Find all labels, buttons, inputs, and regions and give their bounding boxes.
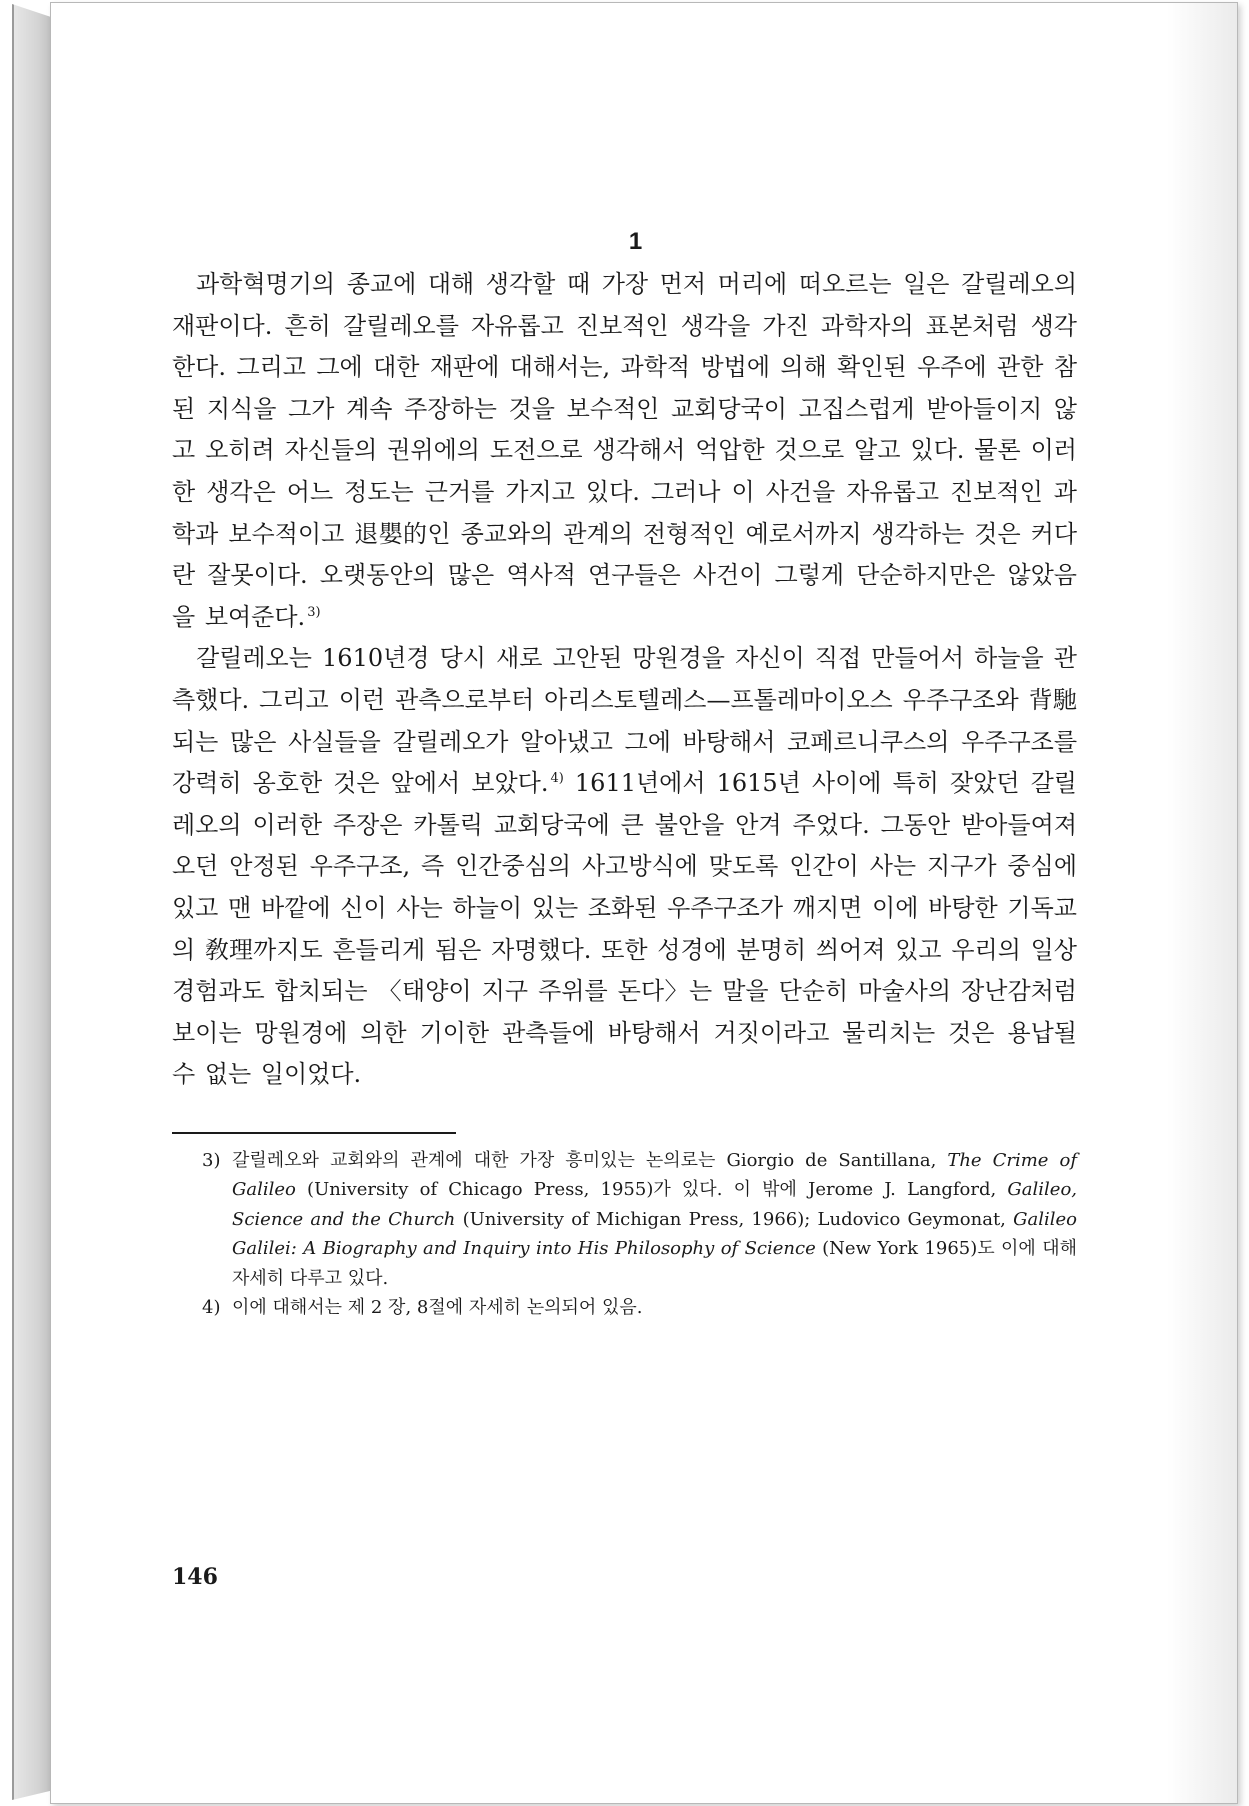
paragraph [172,638,1077,1096]
footnote [172,1146,1077,1294]
footnote-text-part: (University of Michigan Press, 1966); Ludovico Geymonat, [455,1208,1014,1230]
footnote-mark: 3) [202,1149,221,1171]
page-shade [1167,3,1237,1803]
page-content [172,228,1077,1323]
book-page-edge [12,4,54,1800]
paragraph-text: 과학혁명기의 종교에 대해 생각할 때 가장 먼저 머리에 떠오르는 일은 갈릴레오의 재판이다. 흔히 갈릴레오를 자유롭고 진보적인 생각을 가진 과학자의 표본처럼 생각한다. 그리고 그에 대한 재판에 대해서는, 과학적 방법에 의해 확인된 우주에 관한 참된 지식을 그가 계속 주장하는 것을 보수적인 교회당국이 고집스럽게 받아들이지 않고 오히려 자신들의 권위에의 도전으로 생각해서 억압한 것으로 알고 있다. 물론 이러한 생각은 어느 정도는 근거를 가지고 있다. 그러나 이 사건을 자유롭고 진보적인 과학과 보수적이고 退嬰的인 종교와의 관계의 전형적인 예로서까지 생각하는 것은 커다란 잘못이다. 오랫동안의 많은 역사적 연구들은 사건이 그렇게 단순하지만은 않았음을 보여준다. [172,270,1077,631]
footnote-text-part: (New York 1965)도 이에 대해 자세히 다루고 있다. [232,1238,1077,1289]
footnote-text [232,1146,1077,1294]
footnote-divider [172,1132,456,1134]
footnote-mark: 4) [202,1297,221,1319]
book-title: The Crime of Galileo [232,1149,1077,1201]
book-title: Galileo Galilei: A Biography and Inquiry into His Philosophy of Science [232,1208,1077,1260]
page-number: 146 [172,1564,218,1590]
footnote-ref: 3) [307,604,321,620]
footnote [172,1293,1077,1323]
paragraph [172,264,1077,638]
paragraph-text: 1611년에서 1615년 사이에 특히 잦았던 갈릴레오의 이러한 주장은 카톨릭 교회당국에 큰 불안을 안겨 주었다. 그동안 받아들여져 오던 안정된 우주구조, 즉 인간중심의 사고방식에 맞도록 인간이 사는 지구가 중심에 있고 맨 바깥에 신이 사는 하늘이 있는 조화된 우주구조가 깨지면 이에 바탕한 기독교의 敎理까지도 흔들리게 됨은 자명했다. 또한 성경에 분명히 씌어져 있고 우리의 일상경험과도 합치되는 〈태양이 지구 주위를 돈다〉는 말을 단순히 마술사의 장난감처럼 보이는 망원경에 의한 기이한 관측들에 바탕해서 거짓이라고 물리치는 것은 용납될 수 없는 일이었다. [172,769,1077,1089]
paragraph-text: 갈릴레오는 1610년경 당시 새로 고안된 망원경을 자신이 직접 만들어서 하늘을 관측했다. 그리고 이런 관측으로부터 아리스토텔레스—프톨레마이오스 우주구조와 背馳되는 많은 사실들을 갈릴레오가 알아냈고 그에 바탕해서 코페르니쿠스의 우주구조를 강력히 옹호한 것은 앞에서 보았다. [172,644,1077,798]
footnote-text-part: (University of Chicago Press, 1955)가 있다. 이 밖에 Jerome J. Langford, [295,1179,1008,1201]
footnote-text-part: 갈릴레오와 교회와의 관계에 대한 가장 흥미있는 논의로는 Giorgio de Santillana, [232,1149,948,1171]
footnote-text: 이에 대해서는 제 2 장, 8절에 자세히 논의되어 있음. [232,1297,643,1319]
section-number: 1 [628,228,643,255]
footnote-ref: 4) [550,771,564,787]
book-title: Galileo, Science and the Church [232,1179,1077,1230]
